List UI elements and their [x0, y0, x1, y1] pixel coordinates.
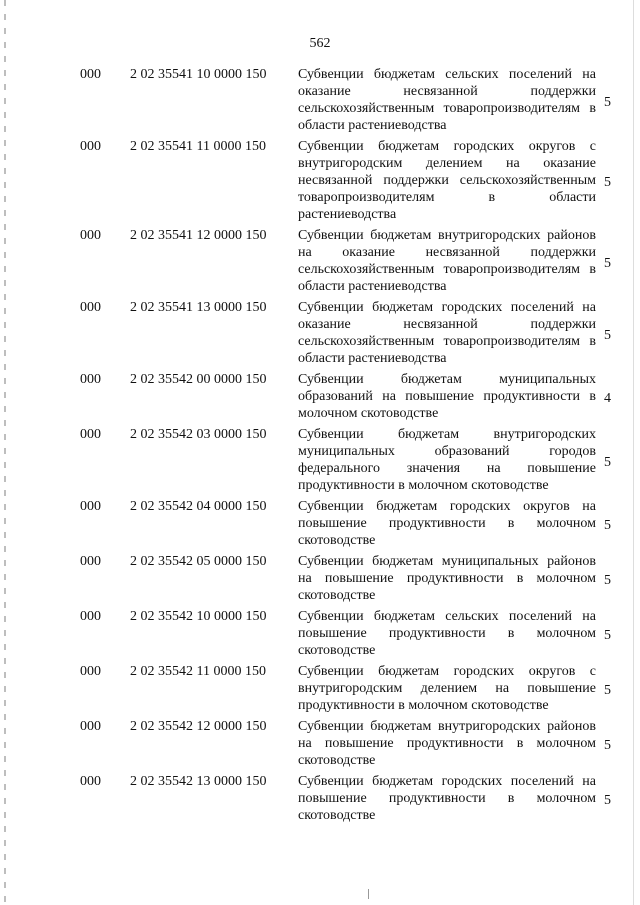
budget-code-table — [0, 66, 640, 828]
row-budget-code: 2 02 35542 13 0000 150 — [130, 774, 267, 789]
row-code-prefix: 000 — [80, 774, 101, 789]
row-budget-code: 2 02 35541 13 0000 150 — [130, 300, 267, 315]
row-description: Субвенции бюджетам внутригородских районов на оказание несвязанной поддержки сельскохозяйственным товаропроизводителям в области растениеводства — [298, 228, 596, 294]
row-budget-code: 2 02 35541 12 0000 150 — [130, 228, 267, 243]
row-description: Субвенции бюджетам городских округов с внутригородским делением на оказание несвязанной поддержки сельскохозяйственным товаропроизводителям в области растениеводства — [298, 139, 596, 222]
row-value: 5 — [604, 255, 611, 271]
row-code-prefix: 000 — [80, 67, 101, 82]
row-description: Субвенции бюджетам внутригородских районов на повышение продуктивности в молочном скотоводстве — [298, 719, 596, 768]
row-value: 5 — [604, 738, 611, 753]
table-row — [0, 608, 640, 659]
row-value: 4 — [604, 391, 611, 406]
row-description: Субвенции бюджетам муниципальных районов на повышение продуктивности в молочном скотоводстве — [298, 554, 596, 603]
row-description: Субвенции бюджетам городских округов с внутригородским делением на повышение продуктивности в молочном скотоводстве — [298, 664, 596, 713]
row-budget-code: 2 02 35542 05 0000 150 — [130, 554, 267, 569]
row-budget-code: 2 02 35542 00 0000 150 — [130, 372, 267, 387]
row-budget-code: 2 02 35541 11 0000 150 — [130, 139, 266, 154]
table-row — [0, 773, 640, 824]
row-description: Субвенции бюджетам сельских поселений на оказание несвязанной поддержки сельскохозяйственным товаропроизводителям в области растениеводства — [298, 67, 596, 133]
row-value: 5 — [604, 94, 611, 110]
table-row — [0, 138, 640, 223]
row-description: Субвенции бюджетам городских округов на повышение продуктивности в молочном скотоводстве — [298, 499, 596, 548]
table-row — [0, 371, 640, 422]
row-code-prefix: 000 — [80, 719, 101, 734]
table-row — [0, 718, 640, 769]
table-row — [0, 663, 640, 714]
row-code-prefix: 000 — [80, 554, 101, 569]
row-budget-code: 2 02 35542 11 0000 150 — [130, 664, 266, 679]
row-code-prefix: 000 — [80, 300, 101, 315]
row-budget-code: 2 02 35542 12 0000 150 — [130, 719, 267, 734]
row-code-prefix: 000 — [80, 427, 101, 442]
row-value: 5 — [604, 454, 611, 470]
row-description: Субвенции бюджетам городских поселений на повышение продуктивности в молочном скотоводстве — [298, 774, 596, 823]
row-code-prefix: 000 — [80, 228, 101, 243]
page-number: 562 — [309, 36, 331, 51]
row-budget-code: 2 02 35542 04 0000 150 — [130, 499, 267, 514]
row-value: 5 — [604, 628, 611, 643]
row-code-prefix: 000 — [80, 372, 101, 387]
row-value: 5 — [604, 573, 611, 588]
table-row — [0, 66, 640, 134]
table-row — [0, 498, 640, 549]
row-code-prefix: 000 — [80, 609, 101, 624]
row-code-prefix: 000 — [80, 499, 101, 514]
row-description: Субвенции бюджетам внутригородских муниципальных образований городов федерального значения на повышение продуктивности в молочном скотоводстве — [298, 427, 596, 493]
row-code-prefix: 000 — [80, 139, 101, 154]
row-value: 5 — [604, 793, 611, 808]
row-code-prefix: 000 — [80, 664, 101, 679]
table-row — [0, 426, 640, 494]
row-budget-code: 2 02 35541 10 0000 150 — [130, 67, 267, 82]
row-value: 5 — [604, 175, 611, 190]
row-budget-code: 2 02 35542 10 0000 150 — [130, 609, 267, 624]
row-description: Субвенции бюджетам сельских поселений на повышение продуктивности в молочном скотоводстве — [298, 609, 596, 658]
row-value: 5 — [604, 518, 611, 533]
table-row — [0, 299, 640, 367]
row-budget-code: 2 02 35542 03 0000 150 — [130, 427, 267, 442]
footer-mark — [368, 889, 369, 899]
row-description: Субвенции бюджетам муниципальных образований на повышение продуктивности в молочном скотоводстве — [298, 372, 596, 421]
row-value: 5 — [604, 683, 611, 698]
row-description: Субвенции бюджетам городских поселений на оказание несвязанной поддержки сельскохозяйственным товаропроизводителям в области растениеводства — [298, 300, 596, 366]
row-value: 5 — [604, 327, 611, 343]
table-row — [0, 227, 640, 295]
table-row — [0, 553, 640, 604]
